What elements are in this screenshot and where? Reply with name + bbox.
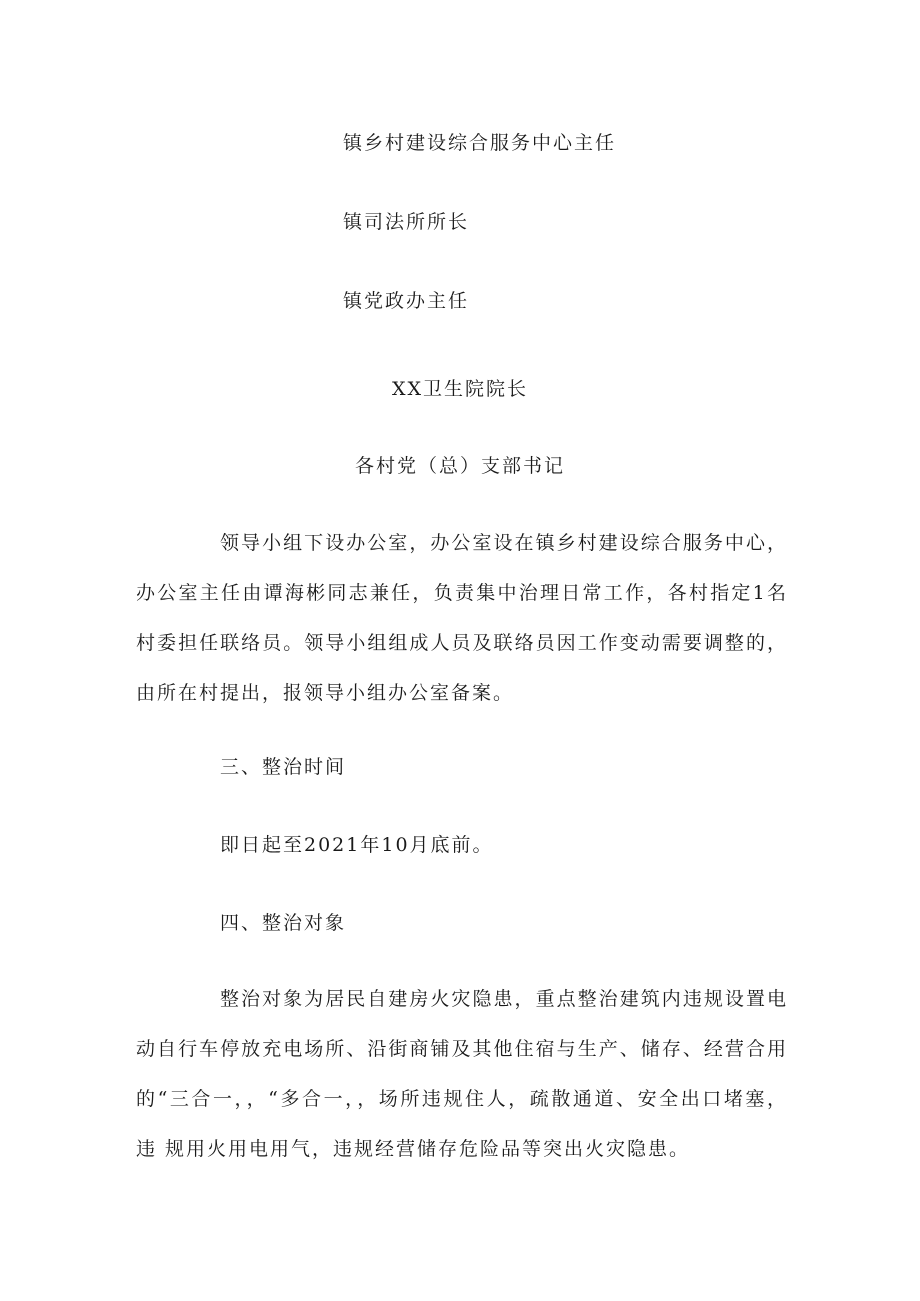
member-item-health-center: XX卫生院院长 [391,378,529,400]
section-4-body: 整治对象为居民自建房火灾隐患，重点整治建筑内违规设置电 动自行车停放充电场所、沿街商铺及其他住宿与生产、储存、经营合用 的“三合一，，“多合一，，场所违规住人，疏散通道、安全出口堵塞，违 规用火用电用气，违规经营储存危险品等突出火灾隐患。 [136,988,788,1160]
section-3-body: 即日起至2021年10月底前。 [220,834,494,856]
section-3-heading: 三、整治时间 [220,756,347,778]
section-4-heading: 四、整治对象 [220,912,347,934]
member-item-village-construction: 镇乡村建设综合服务中心主任 [343,132,617,154]
member-item-village-secretaries: 各村党（总）支部书记 [354,455,565,477]
member-item-party-office: 镇党政办主任 [343,290,470,312]
member-item-judicial-office: 镇司法所所长 [343,211,470,233]
office-paragraph: 领导小组下设办公室，办公室设在镇乡村建设综合服务中心， 办公室主任由谭海彬同志兼任，负责集中治理日常工作，各村指定1名 村委担任联络员。领导小组组成人员及联络员因工作变动需要调整的， 由所在村提出，报领导小组办公室备案。 [136,532,788,704]
